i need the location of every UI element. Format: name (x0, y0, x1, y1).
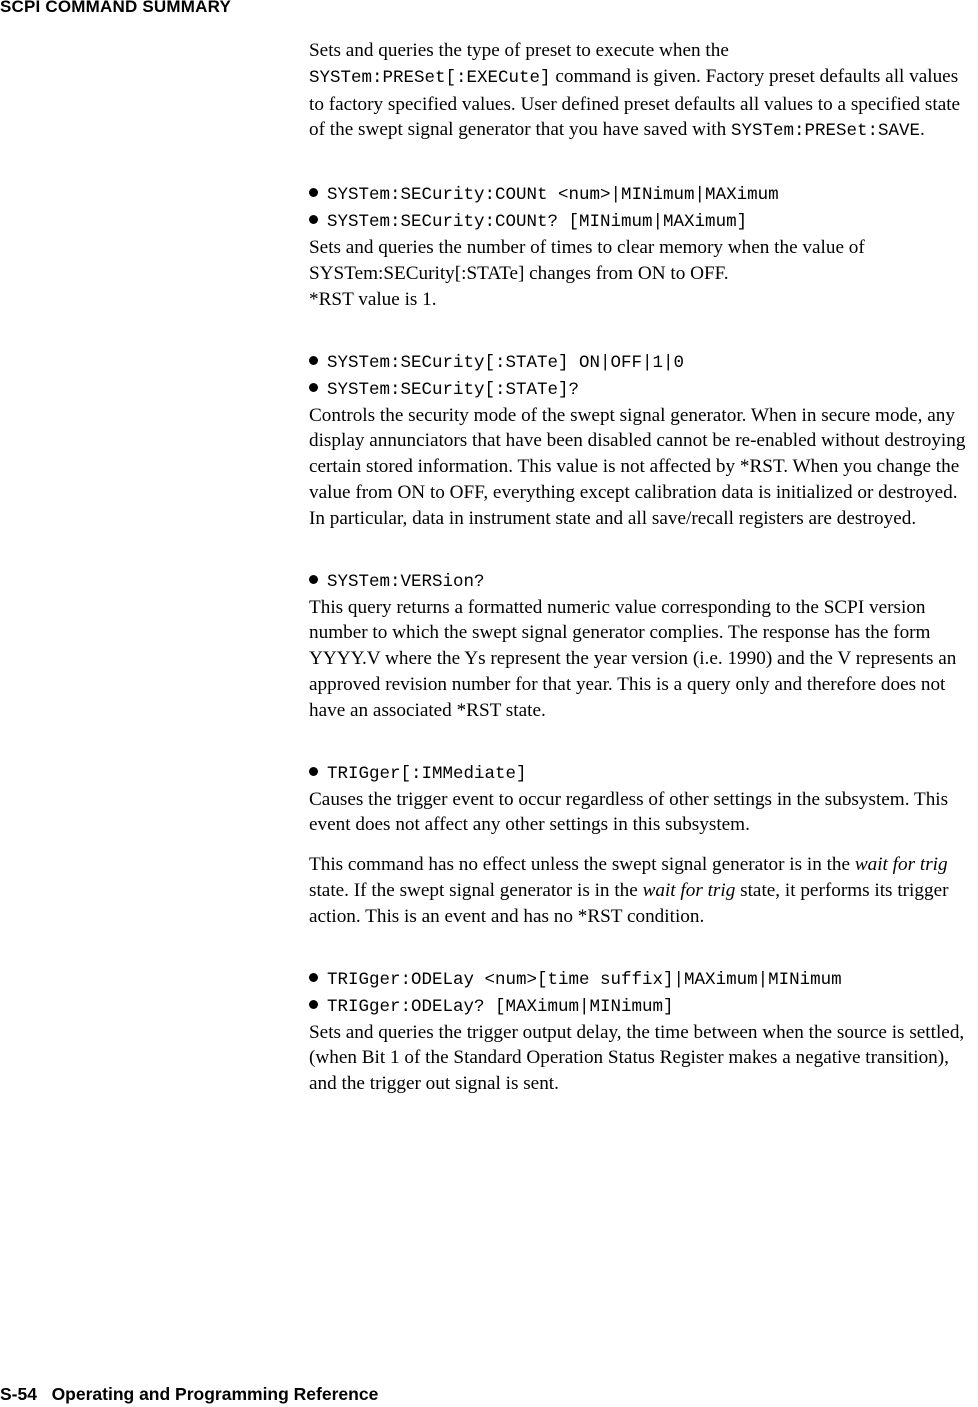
command-description: This query returns a formatted numeric value corresponding to the SCPI version number to which the swept signal generator complies. The response has the form YYYY.V where the Ys represent the year version (i.e. 1990) and the V represents an approved revision number for that year. This is a query only and therefore does not have an associated *RST state. (309, 596, 957, 721)
command-line: TRIGger:ODELay <num>[time suffix]|MAXimum|MINimum (309, 966, 977, 993)
command-description: Sets and queries the number of times to clear memory when the value of SYSTem:SECurity[:STATe] changes from ON to OFF. (309, 237, 865, 284)
page-number: S-54 (0, 1384, 37, 1404)
command-line: TRIGger[:IMMediate] (309, 760, 977, 787)
bullet-icon (309, 356, 318, 365)
intro-command-execute: SYSTem:PRESet[:EXECute] (309, 67, 551, 88)
command-line: SYSTem:VERSion? (309, 568, 977, 595)
command-line: TRIGger:ODELay? [MAXimum|MINimum] (309, 993, 977, 1020)
command-entry-security-state (309, 349, 977, 532)
wait-for-trig-term: wait for trig (642, 879, 736, 901)
bullet-icon (309, 383, 318, 392)
bullet-icon (309, 188, 318, 197)
command-entry-version (309, 568, 977, 724)
command-note-paragraph: This command has no effect unless the swept signal generator is in the wait for trig state. If the swept signal generator is in the wait for trig state, it performs its trigger action. This is an event and has no *RST condition. (309, 854, 949, 927)
command-line: SYSTem:SECurity:COUNt <num>|MINimum|MAXimum (309, 181, 977, 208)
intro-text-2: command is given. Factory preset defaults all values to factory specified values. User defined preset defaults all values to a specified state of the swept signal generator that you have saved with (309, 65, 961, 141)
book-title: Operating and Programming Reference (51, 1384, 379, 1404)
bullet-icon (309, 973, 318, 982)
command-entry-trigger-immediate (309, 760, 977, 930)
bullet-icon (309, 767, 318, 776)
command-line: SYSTem:SECurity[:STATe]? (309, 376, 977, 403)
command-entry-trigger-odelay (309, 966, 977, 1097)
command-description: Causes the trigger event to occur regardless of other settings in the subsystem. This event does not affect any other settings in this subsystem. (309, 788, 949, 836)
wait-for-trig-term: wait for trig (854, 854, 948, 876)
page-footer (0, 1384, 378, 1405)
command-line: SYSTem:SECurity[:STATe] ON|OFF|1|0 (309, 349, 977, 376)
command-rst-value: *RST value is 1. (309, 288, 437, 310)
page-body (309, 38, 977, 1097)
intro-text-3: . (920, 119, 925, 141)
command-line: SYSTem:SECurity:COUNt? [MINimum|MAXimum] (309, 208, 977, 235)
command-description: Controls the security mode of the swept signal generator. When in secure mode, any display annunciators that have been disabled cannot be re-enabled without destroying certain stored information. This value is not affected by *RST. When you change the value from ON to OFF, everything except calibration data is initialized or destroyed. In particular, data in instrument state and all save/recall registers are destroyed. (309, 404, 966, 529)
preset-intro-paragraph (309, 38, 977, 145)
intro-command-save: SYSTem:PRESet:SAVE (731, 121, 921, 142)
section-header: SCPI COMMAND SUMMARY (0, 0, 231, 16)
command-entry-security-count (309, 181, 977, 312)
bullet-icon (309, 575, 318, 584)
bullet-icon (309, 215, 318, 224)
command-description: Sets and queries the trigger output delay, the time between when the source is settled, (when Bit 1 of the Standard Operation Status Register makes a negative transition), and the trigger out signal is sent. (309, 1021, 965, 1095)
bullet-icon (309, 1000, 318, 1009)
intro-text-1: Sets and queries the type of preset to execute when the (309, 40, 729, 61)
